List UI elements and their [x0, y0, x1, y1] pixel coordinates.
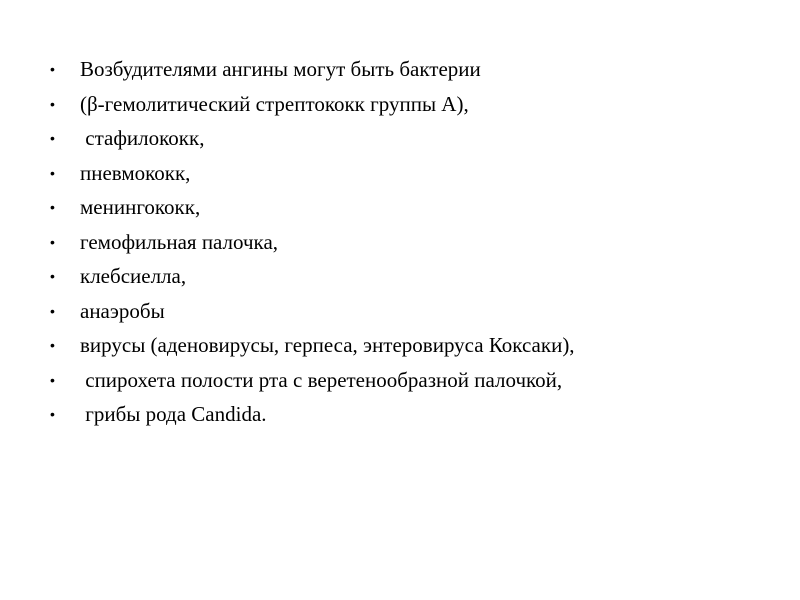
- list-item: [50, 52, 750, 87]
- list-item-text: клебсиелла,: [80, 264, 187, 288]
- bullet-icon: •: [50, 95, 55, 112]
- bullet-icon: •: [50, 233, 55, 250]
- list-item: [50, 363, 750, 398]
- list-item: [50, 121, 750, 156]
- bullet-list: [50, 52, 750, 432]
- list-item: [50, 294, 750, 329]
- bullet-icon: •: [50, 302, 55, 319]
- list-item: [50, 259, 750, 294]
- list-item-text: гемофильная палочка,: [80, 229, 279, 254]
- bullet-icon: •: [50, 337, 55, 353]
- list-item-text: спирохета полости рта с веретенообразной палочкой,: [80, 367, 563, 392]
- bullet-icon: •: [50, 406, 55, 422]
- list-item: [50, 397, 750, 432]
- bullet-icon: •: [50, 268, 55, 284]
- list-item: [50, 87, 750, 122]
- list-item-text: анаэробы: [80, 298, 165, 323]
- list-item: [50, 156, 750, 191]
- list-item-text: грибы рода Candida.: [80, 402, 267, 426]
- bullet-icon: •: [50, 371, 55, 388]
- list-item-text: менингококк,: [80, 195, 201, 219]
- bullet-icon: •: [50, 61, 55, 77]
- list-item: [50, 328, 750, 363]
- list-item: [50, 190, 750, 225]
- bullet-icon: •: [50, 199, 55, 215]
- list-item-text: стафилококк,: [80, 126, 205, 150]
- list-item-text: (β-гемолитический стрептококк группы А),: [80, 91, 469, 116]
- bullet-icon: •: [50, 164, 55, 181]
- list-item: [50, 225, 750, 260]
- list-item-text: пневмококк,: [80, 160, 191, 185]
- list-item-text: вирусы (аденовирусы, герпеса, энтеровируса Коксаки),: [80, 333, 575, 357]
- list-item-text: Возбудителями ангины могут быть бактерии: [80, 57, 481, 81]
- bullet-icon: •: [50, 130, 55, 146]
